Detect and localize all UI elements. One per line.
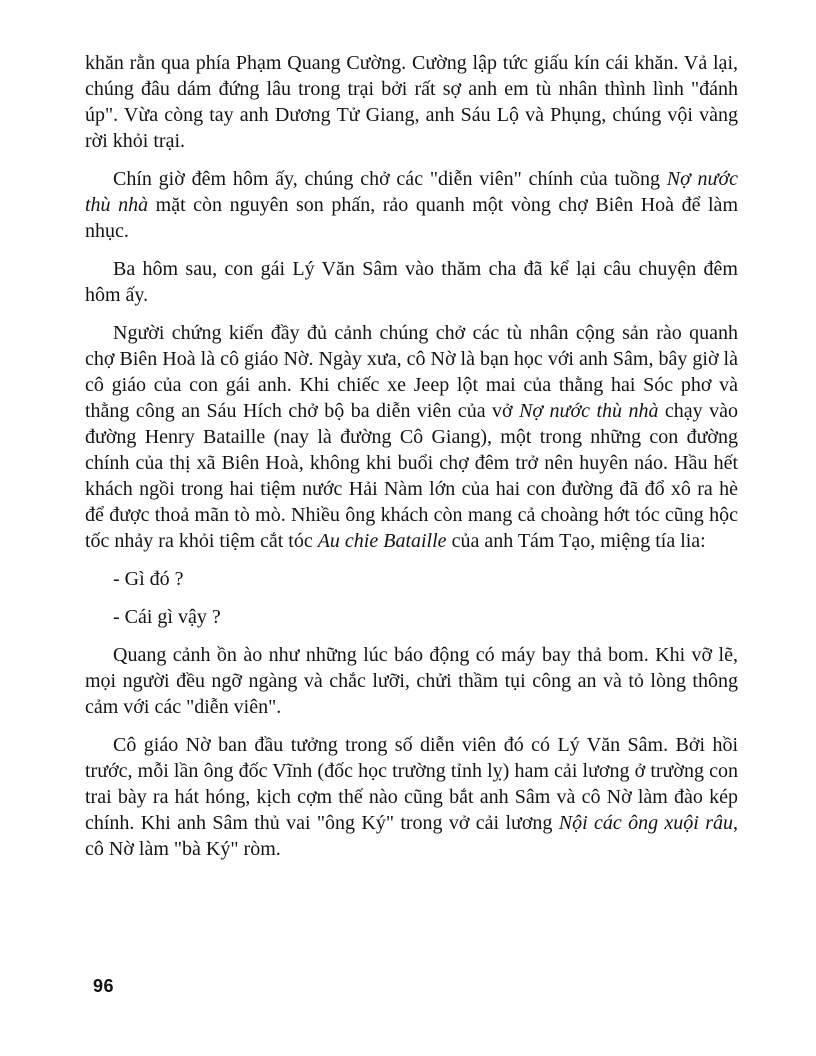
italic-text-run: Nội các ông xuội râu	[558, 812, 733, 834]
text-run: mặt còn nguyên son phấn, rảo quanh một vòng chợ Biên Hoà để làm nhục.	[85, 194, 738, 242]
paragraph	[85, 732, 738, 862]
text-run: Ba hôm sau, con gái Lý Văn Sâm vào thăm cha đã kể lại câu chuyện đêm hôm ấy.	[85, 258, 738, 306]
text-run: - Cái gì vậy ?	[113, 606, 221, 628]
paragraph	[85, 320, 738, 554]
page-number: 96	[93, 976, 115, 996]
paragraph	[85, 604, 738, 630]
paragraph	[85, 166, 738, 244]
italic-text-run: Nợ nước thù nhà	[85, 168, 738, 216]
paragraph	[85, 256, 738, 308]
page-text-block	[85, 50, 738, 874]
text-run: khăn rằn qua phía Phạm Quang Cường. Cường lập tức giấu kín cái khăn. Vả lại, chúng đâu dám đứng lâu trong trại bởi rất sợ anh em tù nhân thình lình "đánh úp". Vừa còng tay anh Dương Tử Giang, anh Sáu Lộ và Phụng, chúng vội vàng rời khỏi trại.	[85, 52, 738, 152]
text-run: Cô giáo Nờ ban đầu tưởng trong số diễn viên đó có Lý Văn Sâm. Bởi hồi trước, mỗi lần ông đốc Vĩnh (đốc học trường tỉnh lỵ) ham cải lương ở trường con trai bày ra hát hóng, kịch cợm thế nào cũng bắt anh Sâm và cô Nờ làm đào kép chính. Khi anh Sâm thủ vai "ông Ký" trong vở cải lương	[85, 734, 738, 834]
text-run: - Gì đó ?	[113, 568, 184, 590]
paragraph	[85, 642, 738, 720]
text-run: Người chứng kiến đầy đủ cảnh chúng chở các tù nhân cộng sản rào quanh chợ Biên Hoà là cô giáo Nờ. Ngày xưa, cô Nờ là bạn học với anh Sâm, bây giờ là cô giáo của con gái anh. Khi chiếc xe Jeep lột mai của thằng hai Sóc phơ và thằng công an Sáu Hích chở bộ ba diễn viên của vở	[85, 322, 738, 422]
text-run: , cô Nờ làm "bà Ký" ròm.	[85, 812, 738, 860]
italic-text-run: Nợ nước thù nhà	[519, 400, 659, 422]
text-run: Quang cảnh ồn ào như những lúc báo động có máy bay thả bom. Khi vỡ lẽ, mọi người đều ngỡ ngàng và chắc lưỡi, chửi thầm tụi công an và tỏ lòng thông cảm với các "diễn viên".	[85, 644, 738, 718]
text-run: của anh Tám Tạo, miệng tía lia:	[446, 530, 706, 552]
text-run: chạy vào đường Henry Bataille (nay là đường Cô Giang), một trong những con đường chính của thị xã Biên Hoà, không khi buổi chợ đêm trở nên huyên náo. Hầu hết khách ngồi trong hai tiệm nước Hải Nàm lớn của hai con đường đã đổ xô ra hè để được thoả mãn tò mò. Nhiều ông khách còn mang cả choàng hớt tóc cũng hộc tốc nhảy ra khỏi tiệm cắt tóc	[85, 400, 739, 552]
text-run: Chín giờ đêm hôm ấy, chúng chở các "diễn viên" chính của tuồng	[113, 168, 667, 190]
paragraph	[85, 50, 738, 154]
italic-text-run: Au chie Bataille	[317, 530, 447, 552]
paragraph	[85, 566, 738, 592]
